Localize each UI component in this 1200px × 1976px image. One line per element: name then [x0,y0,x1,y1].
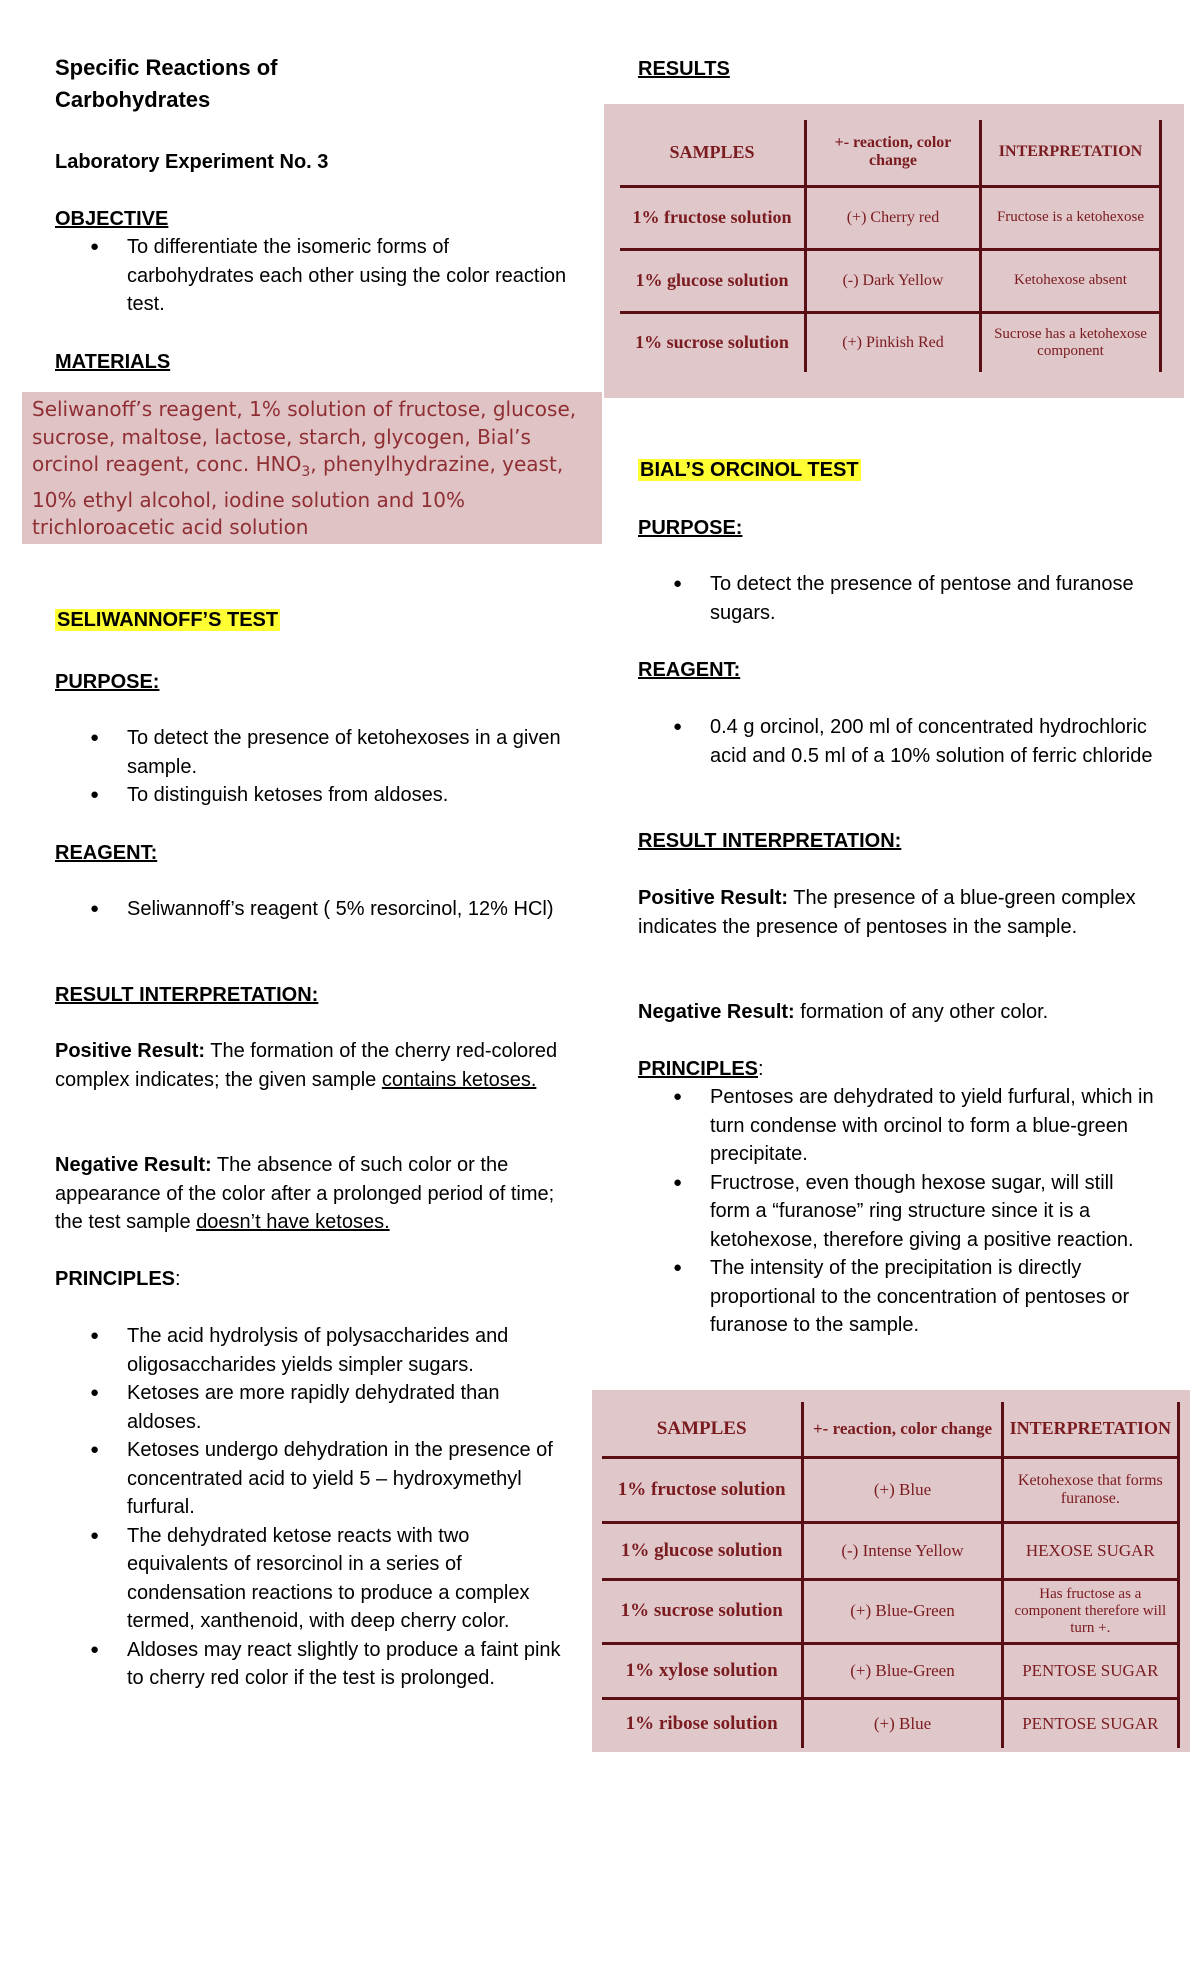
table-row [620,249,1161,312]
table-cell: (+) Pinkish Red [806,312,981,372]
bial-negative-result: Negative Result: formation of any other color. [638,1001,1049,1023]
seliwanoff-principles-list [55,1322,575,1693]
bial-reagent-list [638,713,1158,770]
table-cell: 1% glucose solution [602,1522,803,1579]
bial-purpose-heading: PURPOSE: [638,517,743,539]
table-cell: (-) Intense Yellow [803,1522,1002,1579]
purpose-item: ● To detect the presence of ketohexoses in a given sample. [55,724,575,781]
seliwanoff-purpose-list [55,724,575,810]
table-header-cell: SAMPLES [602,1402,803,1457]
seliwanoff-reagent-heading: REAGENT: [55,842,158,864]
table-cell: 1% xylose solution [602,1643,803,1698]
table-cell: Fructose is a ketohexose [981,186,1161,249]
principle-item: ● Ketoses undergo dehydration in the presence of concentrated acid to yield 5 – hydroxymethyl furfural. [55,1436,575,1522]
principle-item: ● The intensity of the precipitation is directly proportional to the concentration of pentoses or furanose to the sample. [638,1254,1158,1340]
table-header-cell: SAMPLES [620,120,806,186]
materials-heading: MATERIALS [55,351,171,373]
table-row [602,1698,1179,1748]
table-cell: 1% sucrose solution [602,1579,803,1643]
table-cell: PENTOSE SUGAR [1002,1643,1178,1698]
seliwanoff-reagent-list [55,895,575,924]
table-cell: Has fructose as a component therefore will turn +. [1002,1579,1178,1643]
bial-results-table [602,1402,1180,1748]
document-title: Specific Reactions of Carbohydrates [55,55,278,112]
seliwanoff-negative-result: Negative Result: The absence of such color or the appearance of the color after a prolonged period of time; the test sample doesn’t have ketoses. [55,1154,555,1233]
bial-principles-list [638,1083,1158,1340]
bial-principles-heading: PRINCIPLES: [638,1058,764,1080]
table-cell: (+) Blue-Green [803,1643,1002,1698]
bial-heading: BIAL’S ORCINOL TEST [640,459,859,481]
table-cell: Sucrose has a ketohexose component [981,312,1161,372]
principle-item: ● Aldoses may react slightly to produce a faint pink to cherry red color if the test is prolonged. [55,1636,575,1693]
reagent-item: ● Seliwannoff’s reagent ( 5% resorcinol, 12% HCl) [55,895,575,924]
purpose-item: ● To distinguish ketoses from aldoses. [55,781,575,810]
principle-item: ● Fructrose, even though hexose sugar, will still form a “furanose” ring structure since it is a ketohexose, therefore giving a positive reaction. [638,1169,1158,1255]
seliwanoff-results-table [620,120,1162,372]
bial-positive-result: Positive Result: The presence of a blue-green complex indicates the presence of pentoses in the sample. [638,887,1136,938]
table-row [620,186,1161,249]
table-cell: 1% fructose solution [620,186,806,249]
seliwanoff-principles-heading: PRINCIPLES: [55,1268,181,1290]
objective-heading: OBJECTIVE [55,208,169,230]
table-cell: 1% glucose solution [620,249,806,312]
principle-item: ● Pentoses are dehydrated to yield furfural, which in turn condense with orcinol to form a blue-green precipitate. [638,1083,1158,1169]
table-header-row [602,1402,1179,1457]
table-cell: (-) Dark Yellow [806,249,981,312]
table-cell: Ketohexose absent [981,249,1161,312]
table-header-cell: +- reaction, color change [803,1402,1002,1457]
table-header-cell: INTERPRETATION [1002,1402,1178,1457]
objective-item: ● To differentiate the isomeric forms of carbohydrates each other using the color reaction test. [55,233,575,319]
table-cell: HEXOSE SUGAR [1002,1522,1178,1579]
table-row [602,1643,1179,1698]
table-cell: 1% ribose solution [602,1698,803,1748]
objective-list [55,233,575,319]
experiment-label: Laboratory Experiment No. 3 [55,151,329,173]
table-cell: (+) Blue-Green [803,1579,1002,1643]
seliwanoff-result-heading: RESULT INTERPRETATION: [55,984,319,1006]
table-header-cell: +- reaction, color change [806,120,981,186]
table-header-row [620,120,1161,186]
table-cell: PENTOSE SUGAR [1002,1698,1178,1748]
table-header-cell: INTERPRETATION [981,120,1161,186]
results-heading: RESULTS [638,58,730,80]
table-cell: Ketohexose that forms furanose. [1002,1457,1178,1522]
principle-item: ● Ketoses are more rapidly dehydrated than aldoses. [55,1379,575,1436]
bial-purpose-list [638,570,1158,627]
table-cell: 1% fructose solution [602,1457,803,1522]
seliwanoff-positive-result: Positive Result: The formation of the cherry red-colored complex indicates; the given sample contains ketoses. [55,1040,558,1091]
table-cell: (+) Blue [803,1457,1002,1522]
principle-item: ● The dehydrated ketose reacts with two equivalents of resorcinol in a series of condensation reactions to produce a complex termed, xanthenoid, with deep cherry color. [55,1522,575,1636]
reagent-item: ● 0.4 g orcinol, 200 ml of concentrated hydrochloric acid and 0.5 ml of a 10% solution of ferric chloride [638,713,1158,770]
seliwanoff-heading: SELIWANNOFF’S TEST [57,609,279,631]
seliwanoff-purpose-heading: PURPOSE: [55,671,160,693]
bial-reagent-heading: REAGENT: [638,659,741,681]
table-row [602,1522,1179,1579]
principle-item: ● The acid hydrolysis of polysaccharides and oligosaccharides yields simpler sugars. [55,1322,575,1379]
materials-box: Seliwanoff’s reagent, 1% solution of fructose, glucose, sucrose, maltose, lactose, starch, glycogen, Bial’s orcinol reagent, conc. $HNO_3$, phenylhydrazine, yeast, 10% ethyl alcohol, iodine solution and 10% trichloroacetic acid solution [22,392,602,544]
table-cell: 1% sucrose solution [620,312,806,372]
purpose-item: ● To detect the presence of pentose and furanose sugars. [638,570,1158,627]
table-row [602,1457,1179,1522]
table-cell: (+) Blue [803,1698,1002,1748]
table-row [620,312,1161,372]
bial-result-heading: RESULT INTERPRETATION: [638,830,902,852]
table-row [602,1579,1179,1643]
table-cell: (+) Cherry red [806,186,981,249]
